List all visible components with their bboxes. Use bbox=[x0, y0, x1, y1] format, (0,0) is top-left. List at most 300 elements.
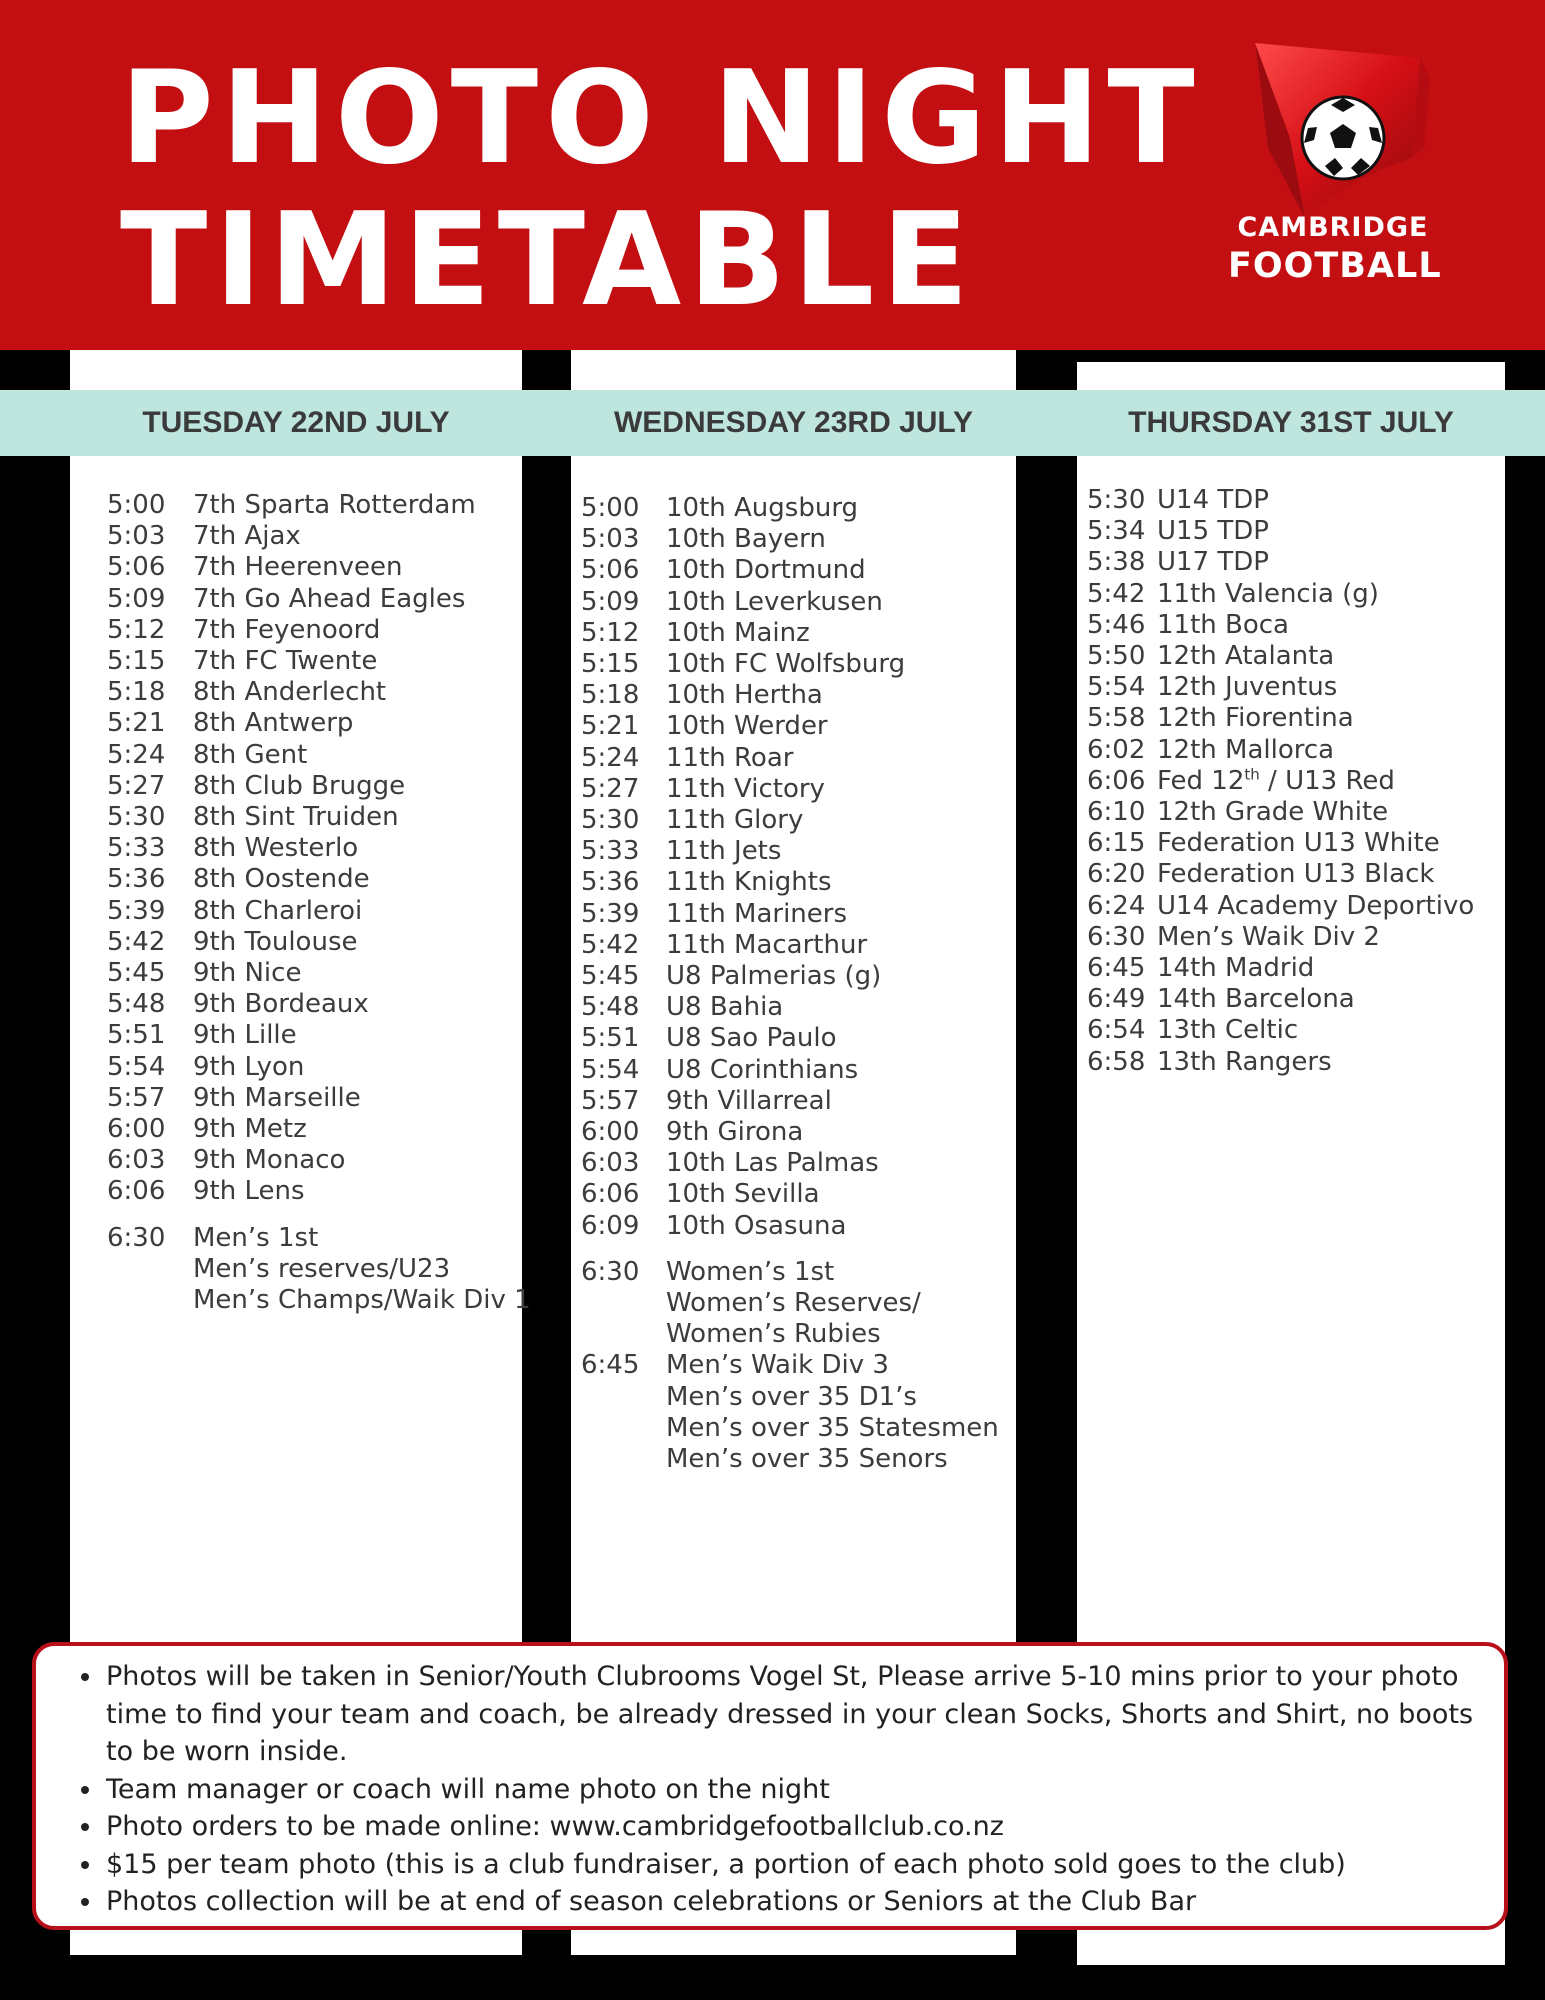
note-item: • Team manager or coach will name photo on the night bbox=[104, 1771, 1474, 1809]
schedule-row bbox=[581, 1350, 999, 1381]
schedule-row bbox=[107, 833, 531, 864]
team-name-text: U8 Bahia bbox=[666, 992, 784, 1023]
team-name bbox=[666, 805, 803, 836]
schedule-row bbox=[1087, 766, 1474, 797]
team-name bbox=[666, 587, 883, 618]
slot-time: 5:09 bbox=[581, 586, 640, 617]
slot-time: 6:00 bbox=[581, 1117, 640, 1148]
team-name bbox=[193, 989, 369, 1020]
team-name-text: 9th Bordeaux bbox=[193, 989, 369, 1020]
slot-time: 5:12 bbox=[581, 617, 640, 648]
team-name bbox=[666, 774, 825, 805]
schedule-row bbox=[581, 992, 999, 1023]
team-name-text: 9th Toulouse bbox=[193, 926, 358, 957]
team-name bbox=[193, 833, 358, 864]
slot-time: 6:03 bbox=[581, 1148, 640, 1179]
schedule-row bbox=[1087, 641, 1474, 672]
schedule-row bbox=[1087, 672, 1474, 703]
team-name bbox=[666, 1382, 917, 1413]
slot-time: 5:27 bbox=[107, 770, 166, 801]
team-name bbox=[666, 649, 905, 680]
team-name bbox=[1157, 859, 1434, 890]
slot-time: 6:06 bbox=[581, 1179, 640, 1210]
team-name bbox=[193, 1083, 361, 1114]
team-name-text: 14th Barcelona bbox=[1157, 984, 1355, 1015]
schedule-row bbox=[1087, 516, 1474, 547]
slot-time: 5:39 bbox=[107, 895, 166, 926]
team-name bbox=[666, 618, 810, 649]
team-name bbox=[666, 992, 783, 1023]
slot-time: 6:45 bbox=[1087, 953, 1146, 984]
team-name-text: 11th Glory bbox=[666, 805, 804, 836]
team-name-text: Men’s 1st bbox=[193, 1222, 319, 1253]
slot-time: 5:54 bbox=[1087, 672, 1146, 703]
team-name bbox=[666, 1086, 832, 1117]
day-heading-thursday: THURSDAY 31ST JULY bbox=[1128, 406, 1454, 439]
slot-time: 5:24 bbox=[581, 742, 640, 773]
team-name bbox=[1157, 735, 1334, 766]
team-name-text: 10th Hertha bbox=[666, 680, 823, 711]
schedule-row bbox=[107, 1020, 531, 1051]
team-name bbox=[666, 1319, 881, 1350]
schedule-tuesday bbox=[107, 490, 531, 1316]
team-name-text: 11th Knights bbox=[666, 867, 832, 898]
team-name-text: U17 TDP bbox=[1157, 547, 1269, 578]
slot-time: 6:02 bbox=[1087, 734, 1146, 765]
schedule-row bbox=[1087, 579, 1474, 610]
schedule-row bbox=[1087, 1015, 1474, 1046]
team-name bbox=[193, 1114, 307, 1145]
slot-time: 6:58 bbox=[1087, 1046, 1146, 1077]
team-name bbox=[193, 740, 307, 771]
team-name bbox=[666, 1179, 820, 1210]
schedule-row bbox=[581, 899, 999, 930]
slot-time: 5:36 bbox=[107, 864, 166, 895]
team-name bbox=[193, 1285, 531, 1316]
schedule-row bbox=[581, 743, 999, 774]
team-name-text: 11th Macarthur bbox=[666, 929, 868, 960]
team-name bbox=[666, 1055, 858, 1086]
slot-time: 5:48 bbox=[107, 989, 166, 1020]
slot-time bbox=[581, 1382, 666, 1413]
team-name-text: U8 Palmerias (g) bbox=[666, 961, 882, 992]
schedule-row bbox=[107, 1145, 531, 1176]
team-name-text: 8th Anderlecht bbox=[193, 677, 387, 708]
team-name bbox=[666, 1117, 803, 1148]
notes-box bbox=[32, 1642, 1508, 1930]
team-name-text: Men’s over 35 Statesmen bbox=[666, 1412, 999, 1443]
schedule-row bbox=[107, 989, 531, 1020]
team-name-text: Federation U13 Black bbox=[1157, 859, 1435, 890]
schedule-row bbox=[581, 1413, 999, 1444]
slot-time: 6:30 bbox=[1087, 921, 1146, 952]
schedule-row bbox=[581, 1319, 999, 1350]
team-name bbox=[1157, 610, 1289, 641]
team-name bbox=[1157, 797, 1388, 828]
schedule-row bbox=[1087, 703, 1474, 734]
page-title bbox=[120, 44, 1202, 335]
team-name-text: Men’s over 35 D1’s bbox=[666, 1381, 917, 1412]
team-name-text: 12th Fiorentina bbox=[1157, 703, 1354, 734]
team-name-text: 12th Mallorca bbox=[1157, 734, 1335, 765]
schedule-row bbox=[1087, 1047, 1474, 1078]
team-name-text: 10th Werder bbox=[666, 711, 828, 742]
team-name-text: Women’s 1st bbox=[666, 1256, 835, 1287]
schedule-row bbox=[581, 805, 999, 836]
slot-time bbox=[581, 1413, 666, 1444]
team-name bbox=[1157, 516, 1269, 547]
team-name-text: 9th Nice bbox=[193, 958, 302, 989]
team-name-text: 11th Mariners bbox=[666, 898, 848, 929]
slot-time: 5:30 bbox=[107, 802, 166, 833]
team-name-text: 9th Lyon bbox=[193, 1051, 305, 1082]
schedule-row bbox=[581, 618, 999, 649]
slot-time: 5:57 bbox=[107, 1082, 166, 1113]
team-name-text: Men’s Waik Div 2 bbox=[1157, 921, 1380, 952]
team-name-text: Men’s Waik Div 3 bbox=[666, 1350, 889, 1381]
schedule-row bbox=[107, 646, 531, 677]
team-name bbox=[193, 521, 301, 552]
team-name bbox=[193, 1254, 450, 1285]
slot-time: 5:50 bbox=[1087, 641, 1146, 672]
schedule-row bbox=[581, 836, 999, 867]
team-name-text: 8th Oostende bbox=[193, 864, 370, 895]
team-name-text: Fed 12 bbox=[1157, 765, 1245, 796]
note-item: • Photo orders to be made online: www.cambridgefootballclub.co.nz bbox=[104, 1808, 1474, 1846]
slot-time: 5:42 bbox=[107, 926, 166, 957]
team-name-text: 9th Villarreal bbox=[666, 1085, 832, 1116]
schedule-wednesday bbox=[581, 493, 999, 1475]
schedule-row bbox=[107, 1083, 531, 1114]
slot-time: 5:18 bbox=[581, 680, 640, 711]
schedule-row bbox=[581, 1382, 999, 1413]
slot-time: 5:24 bbox=[107, 739, 166, 770]
team-name-text: 12th Grade White bbox=[1157, 797, 1389, 828]
team-name-text: U14 Academy Deportivo bbox=[1157, 890, 1475, 921]
team-name bbox=[193, 1020, 297, 1051]
team-name-text: 12th Juventus bbox=[1157, 672, 1338, 703]
team-name bbox=[193, 646, 377, 677]
team-name-text: Women’s Reserves/ bbox=[666, 1288, 921, 1319]
team-name bbox=[193, 490, 476, 521]
schedule-row bbox=[581, 555, 999, 586]
team-name bbox=[1157, 984, 1355, 1015]
team-name-text: Men’s Champs/Waik Div 1 bbox=[193, 1285, 531, 1316]
team-name-text: 10th Dortmund bbox=[666, 555, 866, 586]
team-name-text: 11th Boca bbox=[1157, 609, 1289, 640]
team-name bbox=[193, 896, 362, 927]
schedule-row bbox=[581, 1211, 999, 1242]
slot-time: 5:36 bbox=[581, 867, 640, 898]
slot-time bbox=[581, 1319, 666, 1350]
schedule-row bbox=[1087, 859, 1474, 890]
slot-time: 5:51 bbox=[107, 1020, 166, 1051]
team-name-text: 9th Lille bbox=[193, 1020, 297, 1051]
schedule-row bbox=[1087, 547, 1474, 578]
slot-time: 6:15 bbox=[1087, 828, 1146, 859]
team-name bbox=[1157, 922, 1380, 953]
team-name-text: U15 TDP bbox=[1157, 516, 1269, 547]
schedule-row bbox=[107, 1114, 531, 1145]
team-name bbox=[1157, 1047, 1332, 1078]
team-name-text: 14th Madrid bbox=[1157, 953, 1315, 984]
schedule-row bbox=[581, 1179, 999, 1210]
team-name bbox=[1157, 891, 1474, 922]
team-name bbox=[193, 927, 357, 958]
team-name-text: 8th Sint Truiden bbox=[193, 802, 399, 833]
title-line-2: TIMETABLE bbox=[120, 186, 976, 335]
team-name-text: 13th Rangers bbox=[1157, 1046, 1332, 1077]
slot-time: 5:42 bbox=[581, 929, 640, 960]
team-name bbox=[1157, 672, 1337, 703]
team-name bbox=[666, 1148, 879, 1179]
slot-time: 5:42 bbox=[1087, 578, 1146, 609]
schedule-row bbox=[581, 493, 999, 524]
note-item: • Photos collection will be at end of season celebrations or Seniors at the Club Bar bbox=[104, 1883, 1474, 1921]
slot-time: 5:06 bbox=[581, 555, 640, 586]
slot-time bbox=[107, 1254, 193, 1285]
team-name bbox=[193, 771, 405, 802]
slot-time: 5:06 bbox=[107, 552, 166, 583]
team-name bbox=[666, 711, 828, 742]
team-name-text: 7th Heerenveen bbox=[193, 552, 403, 583]
team-name-text: U8 Corinthians bbox=[666, 1054, 859, 1085]
schedule-row bbox=[1087, 953, 1474, 984]
slot-time: 5:58 bbox=[1087, 703, 1146, 734]
team-name bbox=[193, 864, 370, 895]
logo-text-cambridge: CAMBRIDGE bbox=[1237, 212, 1429, 243]
team-name bbox=[1157, 485, 1269, 516]
team-name bbox=[666, 867, 832, 898]
team-name bbox=[193, 552, 402, 583]
schedule-row bbox=[107, 521, 531, 552]
team-name bbox=[193, 584, 465, 615]
team-name bbox=[666, 1444, 948, 1475]
slot-time: 5:21 bbox=[581, 711, 640, 742]
team-name-text: 10th Augsburg bbox=[666, 493, 859, 523]
slot-time: 5:34 bbox=[1087, 516, 1146, 547]
slot-time: 6:49 bbox=[1087, 984, 1146, 1015]
slot-time: 5:03 bbox=[107, 521, 166, 552]
slot-time: 5:45 bbox=[581, 961, 640, 992]
team-name-text: 8th Antwerp bbox=[193, 708, 354, 739]
slot-time: 6:06 bbox=[107, 1176, 166, 1207]
team-name-text: U14 TDP bbox=[1157, 485, 1269, 515]
team-name bbox=[1157, 953, 1314, 984]
schedule-row bbox=[107, 1052, 531, 1083]
slot-time: 6:54 bbox=[1087, 1015, 1146, 1046]
schedule-row bbox=[581, 867, 999, 898]
schedule-row bbox=[107, 1223, 531, 1254]
slot-time: 5:27 bbox=[581, 773, 640, 804]
slot-time: 5:57 bbox=[581, 1085, 640, 1116]
team-name bbox=[193, 615, 380, 646]
slot-time: 5:15 bbox=[581, 649, 640, 680]
team-name bbox=[666, 1288, 921, 1319]
slot-time: 6:45 bbox=[581, 1350, 640, 1381]
team-name-text: 7th Feyenoord bbox=[193, 614, 381, 645]
schedule-row bbox=[1087, 984, 1474, 1015]
slot-time: 6:24 bbox=[1087, 890, 1146, 921]
schedule-row bbox=[107, 552, 531, 583]
schedule-row bbox=[581, 1257, 999, 1288]
slot-time: 5:54 bbox=[581, 1054, 640, 1085]
team-name-text: Men’s over 35 Senors bbox=[666, 1444, 948, 1475]
team-name-text: 12th Atalanta bbox=[1157, 641, 1335, 672]
schedule-row bbox=[1087, 485, 1474, 516]
schedule-row bbox=[581, 1023, 999, 1054]
team-name-text: 10th Mainz bbox=[666, 617, 810, 648]
team-name-text: 9th Girona bbox=[666, 1117, 804, 1148]
schedule-row bbox=[107, 1176, 531, 1207]
team-name bbox=[666, 899, 847, 930]
team-name-text: Women’s Rubies bbox=[666, 1319, 881, 1350]
schedule-row bbox=[581, 930, 999, 961]
team-name bbox=[666, 836, 781, 867]
schedule-row bbox=[107, 490, 531, 521]
team-name-text: 11th Jets bbox=[666, 836, 782, 867]
team-name-text: 10th Leverkusen bbox=[666, 586, 883, 617]
slot-time: 5:39 bbox=[581, 898, 640, 929]
team-name-text: 10th Osasuna bbox=[666, 1210, 847, 1241]
team-name-text: 10th Las Palmas bbox=[666, 1148, 879, 1179]
slot-time: 5:03 bbox=[581, 524, 640, 555]
team-name-text: 9th Marseille bbox=[193, 1082, 361, 1113]
title-line-1: PHOTO NIGHT bbox=[120, 44, 1202, 193]
slot-time: 5:38 bbox=[1087, 547, 1146, 578]
schedule-row bbox=[107, 864, 531, 895]
team-name-rest: / U13 Red bbox=[1259, 765, 1395, 796]
slot-time: 5:30 bbox=[581, 805, 640, 836]
team-name-superscript: th bbox=[1244, 765, 1260, 784]
schedule-row bbox=[581, 524, 999, 555]
team-name bbox=[193, 1145, 345, 1176]
team-name bbox=[1157, 703, 1354, 734]
schedule-row bbox=[581, 1148, 999, 1179]
logo-text-football: FOOTBALL bbox=[1228, 246, 1442, 286]
schedule-row bbox=[581, 1086, 999, 1117]
team-name bbox=[193, 708, 353, 739]
team-name bbox=[666, 555, 866, 586]
team-name bbox=[193, 677, 386, 708]
schedule-row bbox=[107, 740, 531, 771]
team-name-text: 11th Valencia (g) bbox=[1157, 578, 1379, 609]
team-name bbox=[1157, 766, 1395, 797]
team-name bbox=[1157, 1015, 1298, 1046]
team-name bbox=[193, 1223, 318, 1254]
schedule-row bbox=[581, 961, 999, 992]
slot-time: 5:15 bbox=[107, 646, 166, 677]
team-name-text: 9th Monaco bbox=[193, 1145, 346, 1176]
slot-time: 6:03 bbox=[107, 1145, 166, 1176]
team-name bbox=[666, 930, 867, 961]
team-name bbox=[666, 680, 823, 711]
team-name bbox=[1157, 579, 1379, 610]
schedule-row bbox=[107, 1254, 531, 1285]
team-name bbox=[666, 961, 881, 992]
schedule-row bbox=[1087, 891, 1474, 922]
team-name bbox=[666, 1413, 999, 1444]
team-name-text: 9th Lens bbox=[193, 1176, 305, 1207]
slot-time: 5:00 bbox=[581, 493, 640, 523]
team-name-text: 9th Metz bbox=[193, 1114, 307, 1145]
team-name-text: 7th Go Ahead Eagles bbox=[193, 583, 466, 614]
team-name bbox=[666, 493, 858, 524]
team-name-text: 8th Charleroi bbox=[193, 895, 363, 926]
slot-time: 5:12 bbox=[107, 614, 166, 645]
slot-time: 5:00 bbox=[107, 490, 166, 520]
team-name-text: 10th FC Wolfsburg bbox=[666, 649, 906, 680]
team-name-text: 8th Club Brugge bbox=[193, 770, 406, 801]
schedule-row bbox=[107, 896, 531, 927]
schedule-row bbox=[107, 584, 531, 615]
day-heading-wednesday: WEDNESDAY 23RD JULY bbox=[613, 406, 974, 439]
team-name-text: 7th Sparta Rotterdam bbox=[193, 490, 476, 520]
schedule-row bbox=[581, 1444, 999, 1475]
slot-time: 6:00 bbox=[107, 1114, 166, 1145]
schedule-row bbox=[107, 771, 531, 802]
day-heading-tuesday: TUESDAY 22ND JULY bbox=[142, 406, 450, 439]
slot-time: 5:33 bbox=[107, 833, 166, 864]
team-name-text: Federation U13 White bbox=[1157, 828, 1440, 859]
slot-time: 5:09 bbox=[107, 583, 166, 614]
schedule-row bbox=[107, 708, 531, 739]
team-name-text: U8 Sao Paulo bbox=[666, 1023, 837, 1054]
schedule-row bbox=[107, 1285, 531, 1316]
schedule-row bbox=[581, 587, 999, 618]
schedule-row bbox=[107, 927, 531, 958]
team-name-text: Men’s reserves/U23 bbox=[193, 1253, 451, 1284]
schedule-row bbox=[581, 774, 999, 805]
schedule-row bbox=[1087, 797, 1474, 828]
team-name-text: 11th Victory bbox=[666, 773, 825, 804]
team-name bbox=[193, 1176, 305, 1207]
slot-time: 5:46 bbox=[1087, 609, 1146, 640]
team-name bbox=[1157, 547, 1269, 578]
schedule-row bbox=[1087, 922, 1474, 953]
slot-time: 5:33 bbox=[581, 836, 640, 867]
slot-time bbox=[581, 1288, 666, 1319]
team-name-text: 11th Roar bbox=[666, 742, 794, 773]
slot-time: 6:10 bbox=[1087, 797, 1146, 828]
schedule-thursday bbox=[1087, 485, 1474, 1078]
slot-time: 5:45 bbox=[107, 958, 166, 989]
team-name bbox=[193, 958, 301, 989]
slot-time: 6:30 bbox=[107, 1222, 166, 1253]
team-name-text: 8th Gent bbox=[193, 739, 308, 770]
schedule-row bbox=[581, 711, 999, 742]
team-name bbox=[1157, 641, 1334, 672]
slot-time: 5:18 bbox=[107, 677, 166, 708]
schedule-row bbox=[107, 677, 531, 708]
schedule-row bbox=[581, 680, 999, 711]
note-item: • Photos will be taken in Senior/Youth Clubrooms Vogel St, Please arrive 5-10 mins prior to your photo time to find your team and coach, be already dressed in your clean Socks, Shorts and Shirt, no boots to be worn inside. bbox=[104, 1658, 1474, 1771]
slot-time: 6:06 bbox=[1087, 765, 1146, 796]
team-name bbox=[193, 1052, 304, 1083]
schedule-row bbox=[1087, 610, 1474, 641]
team-name bbox=[666, 743, 793, 774]
team-name bbox=[666, 1350, 889, 1381]
schedule-row bbox=[107, 802, 531, 833]
team-name-text: 7th Ajax bbox=[193, 521, 301, 552]
team-name bbox=[666, 1257, 834, 1288]
schedule-row bbox=[107, 615, 531, 646]
team-name bbox=[666, 524, 826, 555]
slot-time: 5:30 bbox=[1087, 485, 1146, 515]
schedule-row bbox=[107, 958, 531, 989]
schedule-row bbox=[581, 649, 999, 680]
team-name-text: 10th Bayern bbox=[666, 524, 826, 555]
